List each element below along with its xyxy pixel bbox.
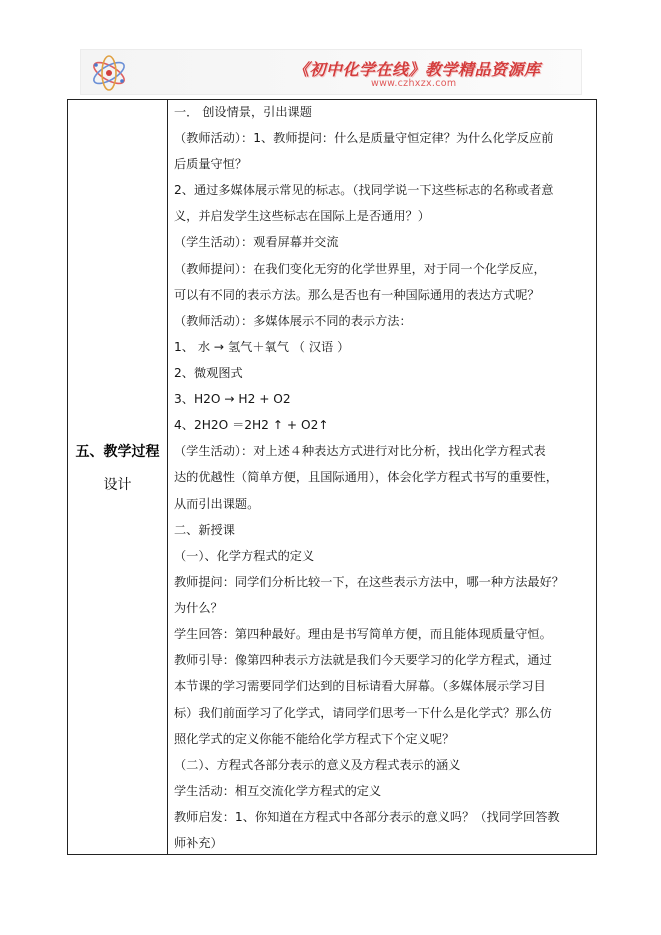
content-line: （学生活动）：观看屏幕并交流 [174, 235, 339, 249]
content-line: （教师提问）：在我们变化无穷的化学世界里，对于同一个化学反应， [174, 262, 546, 276]
atom-logo-icon [87, 53, 131, 93]
section-label-line1: 五、教学过程 [75, 444, 160, 460]
content-line: 二、新授课 [174, 523, 235, 537]
content-line: 2、微观图式 [174, 366, 243, 380]
content-line: 从而引出课题。 [174, 497, 260, 511]
content-line: 本节课的学习需要同学们达到的目标请看大屏幕。（多媒体展示学习目 [174, 679, 546, 693]
content-line: 教师启发：1、你知道在方程式中各部分表示的意义吗？（找同学回答教 [174, 810, 560, 824]
content-line: 师补充） [174, 836, 223, 850]
content-line: 达的优越性（简单方便，且国际通用），体会化学方程式书写的重要性， [174, 470, 558, 484]
content-line: （学生活动）：对上述４种表达方式进行对比分析，找出化学方程式表 [174, 444, 546, 458]
content-line: 3、H2O → H2 + O2 [174, 392, 291, 406]
content-line: 可以有不同的表示方法。那么是否也有一种国际通用的表达方式呢？ [174, 288, 540, 302]
content-line: 1、 水 → 氢气＋氧气 （ 汉语 ） [174, 340, 350, 354]
section-label-line2: 设计 [103, 477, 132, 493]
header-banner [80, 49, 582, 95]
content-line: 2、通过多媒体展示常见的标志。（找同学说一下这些标志的名称或者意 [174, 183, 554, 197]
content-line: （教师活动）：多媒体展示不同的表示方法： [174, 314, 412, 328]
content-line: （一）、化学方程式的定义 [174, 549, 315, 563]
content-line: 学生回答：第四种最好。理由是书写简单方便，而且能体现质量守恒。 [174, 627, 552, 641]
lesson-table [67, 99, 597, 855]
content-line: （二）、方程式各部分表示的意义及方程式表示的涵义 [174, 758, 461, 772]
column-divider [167, 100, 168, 854]
banner-url: www.czhxzx.com [371, 78, 457, 89]
content-line: 义，并启发学生这些标志在国际上是否通用？） [174, 209, 430, 223]
section-label [68, 436, 167, 502]
content-line: 4、2H2O ＝2H2 ↑ + O2↑ [174, 418, 329, 432]
content-line: 后质量守恒？ [174, 157, 248, 171]
content-line: 为什么？ [174, 601, 223, 615]
content-line: （教师活动）：1、教师提问：什么是质量守恒定律？为什么化学反应前 [174, 131, 554, 145]
banner-title: 《初中化学在线》教学精品资源库 [293, 60, 541, 79]
content-line: 标）我们前面学习了化学式，请同学们思考一下什么是化学式？那么仿 [174, 706, 552, 720]
content-line: 学生活动：相互交流化学方程式的定义 [174, 784, 382, 798]
content-line: 一． 创设情景，引出课题 [174, 105, 312, 119]
content-line: 教师提问：同学们分析比较一下，在这些表示方法中，哪一种方法最好？ [174, 575, 564, 589]
content-line: 照化学式的定义你能不能给化学方程式下个定义呢？ [174, 732, 455, 746]
content-line: 教师引导：像第四种表示方法就是我们今天要学习的化学方程式，通过 [174, 653, 552, 667]
